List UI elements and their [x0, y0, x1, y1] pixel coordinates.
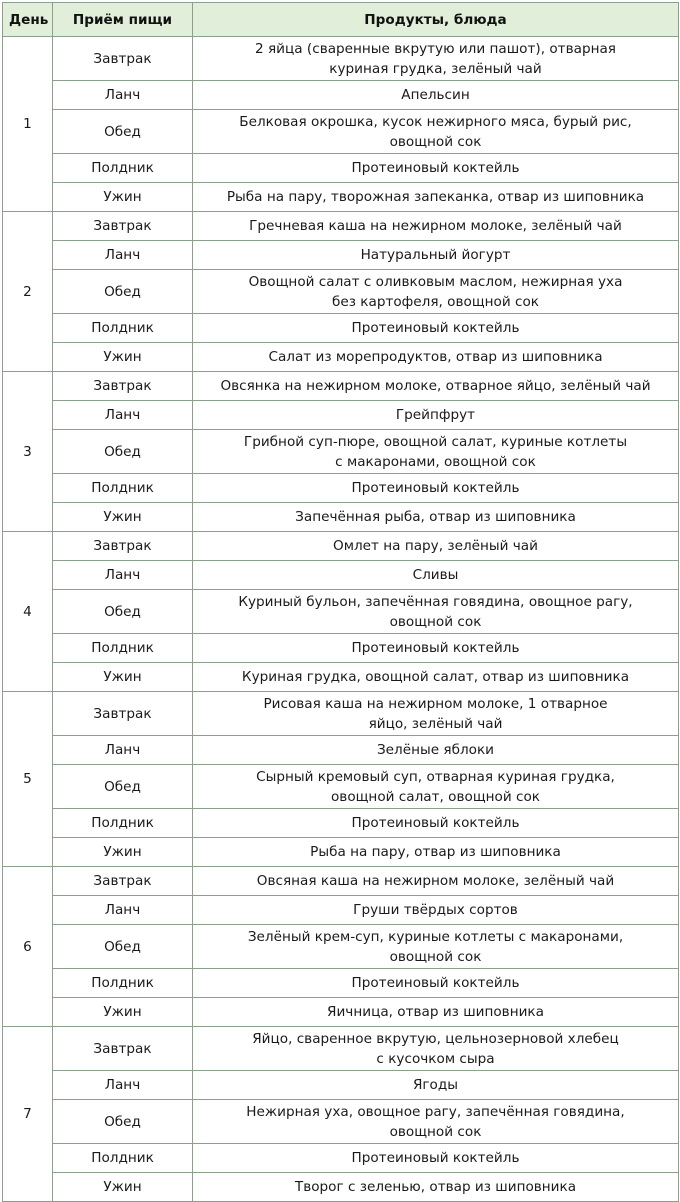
food-line: Протеиновый коктейль: [351, 815, 520, 831]
meal-name: Полдник: [53, 154, 193, 183]
meal-name: Ужин: [53, 503, 193, 532]
meal-name: Обед: [53, 925, 193, 969]
meal-name: Полдник: [53, 314, 193, 343]
meal-name: Обед: [53, 765, 193, 809]
table-row: [3, 81, 679, 110]
food-line: Зелёный крем-суп, куриные котлеты с макаронами,: [247, 928, 624, 945]
day-number: 6: [3, 867, 53, 1027]
table-row: [3, 590, 679, 634]
table-row: [3, 1100, 679, 1144]
food-cell: [193, 1144, 679, 1173]
food-line: Зелёные яблоки: [376, 742, 495, 758]
meal-name: Обед: [53, 590, 193, 634]
food-cell: [193, 81, 679, 110]
table-row: [3, 765, 679, 809]
food-cell: [193, 503, 679, 532]
food-line: Нежирная уха, овощное рагу, запечённая говядина,: [246, 1103, 625, 1120]
meal-name: Завтрак: [53, 692, 193, 736]
day-number: 7: [3, 1027, 53, 1202]
food-line: овощной салат, овощной сок: [330, 788, 540, 805]
food-line: Яичница, отвар из шиповника: [327, 1004, 544, 1020]
table-row: [3, 110, 679, 154]
table-row: [3, 896, 679, 925]
food-cell: [193, 110, 679, 154]
food-line: с кусочком сыра: [376, 1050, 495, 1067]
food-cell: [193, 474, 679, 503]
meal-name: Завтрак: [53, 37, 193, 81]
food-line: Белковая окрошка, кусок нежирного мяса, бурый рис,: [239, 113, 632, 130]
food-cell: [193, 590, 679, 634]
food-cell: [193, 896, 679, 925]
header-meal: Приём пищи: [53, 3, 193, 37]
food-cell: [193, 867, 679, 896]
food-line: Рисовая каша на нежирном молоке, 1 отварное: [263, 695, 608, 712]
table-row: [3, 1027, 679, 1071]
table-body: [3, 37, 679, 1202]
food-cell: [193, 532, 679, 561]
food-cell: [193, 343, 679, 372]
food-line: Куриный бульон, запечённая говядина, овощное рагу,: [238, 593, 633, 610]
food-line: Апельсин: [401, 87, 470, 103]
food-cell: [193, 37, 679, 81]
table-row: [3, 925, 679, 969]
food-line: Грейпфрут: [395, 407, 476, 423]
meal-name: Ланч: [53, 1071, 193, 1100]
food-line: овощной сок: [389, 133, 482, 150]
table-row: [3, 183, 679, 212]
meal-name: Завтрак: [53, 372, 193, 401]
table-row: [3, 634, 679, 663]
table-row: [3, 561, 679, 590]
food-cell: [193, 838, 679, 867]
food-line: Протеиновый коктейль: [351, 640, 520, 656]
table-row: [3, 314, 679, 343]
meal-name: Ланч: [53, 241, 193, 270]
food-cell: [193, 1173, 679, 1202]
day-number: 2: [3, 212, 53, 372]
meal-name: Обед: [53, 430, 193, 474]
table-row: [3, 663, 679, 692]
food-cell: [193, 183, 679, 212]
day-number: 3: [3, 372, 53, 532]
food-cell: [193, 372, 679, 401]
meal-name: Ужин: [53, 183, 193, 212]
food-cell: [193, 401, 679, 430]
food-cell: [193, 1027, 679, 1071]
table-row: [3, 372, 679, 401]
food-cell: [193, 1071, 679, 1100]
table-row: [3, 343, 679, 372]
food-line: овощной сок: [389, 948, 482, 965]
table-row: [3, 692, 679, 736]
table-row: [3, 430, 679, 474]
food-line: яйцо, зелёный чай: [368, 715, 503, 732]
table-row: [3, 270, 679, 314]
food-line: без картофеля, овощной сок: [331, 293, 539, 310]
table-row: [3, 838, 679, 867]
meal-name: Полдник: [53, 1144, 193, 1173]
meal-name: Ланч: [53, 401, 193, 430]
food-cell: [193, 998, 679, 1027]
food-cell: [193, 154, 679, 183]
food-line: Куриная грудка, овощной салат, отвар из шиповника: [241, 669, 630, 685]
table-row: [3, 503, 679, 532]
meal-name: Ланч: [53, 896, 193, 925]
day-number: 5: [3, 692, 53, 867]
day-number: 4: [3, 532, 53, 692]
meal-name: Завтрак: [53, 867, 193, 896]
food-cell: [193, 270, 679, 314]
meal-name: Ужин: [53, 343, 193, 372]
food-cell: [193, 634, 679, 663]
food-line: Натуральный йогурт: [360, 247, 511, 263]
meal-name: Завтрак: [53, 212, 193, 241]
day-number: 1: [3, 37, 53, 212]
food-line: Овсяная каша на нежирном молоке, зелёный чай: [256, 873, 615, 889]
meal-name: Ужин: [53, 998, 193, 1027]
meal-name: Завтрак: [53, 1027, 193, 1071]
food-line: Грибной суп-пюре, овощной салат, куриные котлеты: [243, 433, 628, 450]
food-line: куриная грудка, зелёный чай: [329, 60, 542, 77]
meal-name: Полдник: [53, 969, 193, 998]
table-row: [3, 401, 679, 430]
food-cell: [193, 692, 679, 736]
header-day: День: [3, 3, 53, 37]
food-cell: [193, 925, 679, 969]
food-cell: [193, 314, 679, 343]
food-line: Протеиновый коктейль: [351, 320, 520, 336]
food-line: Яйцо, сваренное вкрутую, цельнозерновой хлебец: [252, 1030, 619, 1047]
meal-name: Полдник: [53, 474, 193, 503]
food-cell: [193, 736, 679, 765]
meal-name: Ланч: [53, 561, 193, 590]
food-line: Гречневая каша на нежирном молоке, зелёный чай: [249, 218, 622, 234]
food-cell: [193, 969, 679, 998]
table-row: [3, 969, 679, 998]
food-cell: [193, 765, 679, 809]
meal-name: Полдник: [53, 809, 193, 838]
meal-name: Полдник: [53, 634, 193, 663]
food-line: Запечённая рыба, отвар из шиповника: [295, 509, 576, 525]
meal-name: Обед: [53, 270, 193, 314]
food-cell: [193, 663, 679, 692]
meal-name: Ланч: [53, 736, 193, 765]
table-header: [3, 3, 679, 37]
food-cell: [193, 430, 679, 474]
food-cell: [193, 1100, 679, 1144]
food-cell: [193, 561, 679, 590]
table-row: [3, 1173, 679, 1202]
table-row: [3, 867, 679, 896]
table-row: [3, 154, 679, 183]
food-line: 2 яйца (сваренные вкрутую или пашот), отварная: [255, 40, 616, 57]
food-cell: [193, 809, 679, 838]
food-line: овощной сок: [389, 613, 482, 630]
food-line: Омлет на пару, зелёный чай: [333, 538, 538, 554]
table-row: [3, 532, 679, 561]
table-row: [3, 1144, 679, 1173]
food-cell: [193, 241, 679, 270]
table-row: [3, 212, 679, 241]
food-line: Протеиновый коктейль: [351, 1150, 520, 1166]
food-line: Протеиновый коктейль: [351, 160, 520, 176]
food-line: овощной сок: [389, 1123, 482, 1140]
food-line: Рыба на пару, творожная запеканка, отвар из шиповника: [226, 189, 645, 205]
food-line: Сырный кремовый суп, отварная куриная грудка,: [256, 768, 615, 785]
table-row: [3, 474, 679, 503]
food-line: Овощной салат с оливковым маслом, нежирная уха: [248, 273, 623, 290]
meal-name: Ужин: [53, 663, 193, 692]
food-line: Ягоды: [412, 1077, 459, 1093]
food-line: Сливы: [412, 567, 459, 583]
table-row: [3, 998, 679, 1027]
food-line: Рыба на пару, отвар из шиповника: [310, 844, 561, 860]
meal-name: Обед: [53, 1100, 193, 1144]
table-row: [3, 1071, 679, 1100]
food-line: Овсянка на нежирном молоке, отварное яйцо, зелёный чай: [220, 378, 651, 394]
header-food: Продукты, блюда: [193, 3, 679, 37]
meal-plan-table: [2, 2, 679, 1202]
meal-name: Ужин: [53, 1173, 193, 1202]
food-line: Протеиновый коктейль: [351, 975, 520, 991]
food-cell: [193, 212, 679, 241]
table-row: [3, 736, 679, 765]
table-row: [3, 37, 679, 81]
meal-name: Ланч: [53, 81, 193, 110]
table-row: [3, 809, 679, 838]
food-line: с макаронами, овощной сок: [335, 453, 536, 470]
table-row: [3, 241, 679, 270]
meal-name: Ужин: [53, 838, 193, 867]
food-line: Груши твёрдых сортов: [353, 902, 518, 918]
food-line: Протеиновый коктейль: [351, 480, 520, 496]
meal-name: Завтрак: [53, 532, 193, 561]
food-line: Творог с зеленью, отвар из шиповника: [294, 1179, 577, 1195]
meal-name: Обед: [53, 110, 193, 154]
food-line: Салат из морепродуктов, отвар из шиповника: [268, 349, 603, 365]
header-row: [3, 3, 679, 37]
